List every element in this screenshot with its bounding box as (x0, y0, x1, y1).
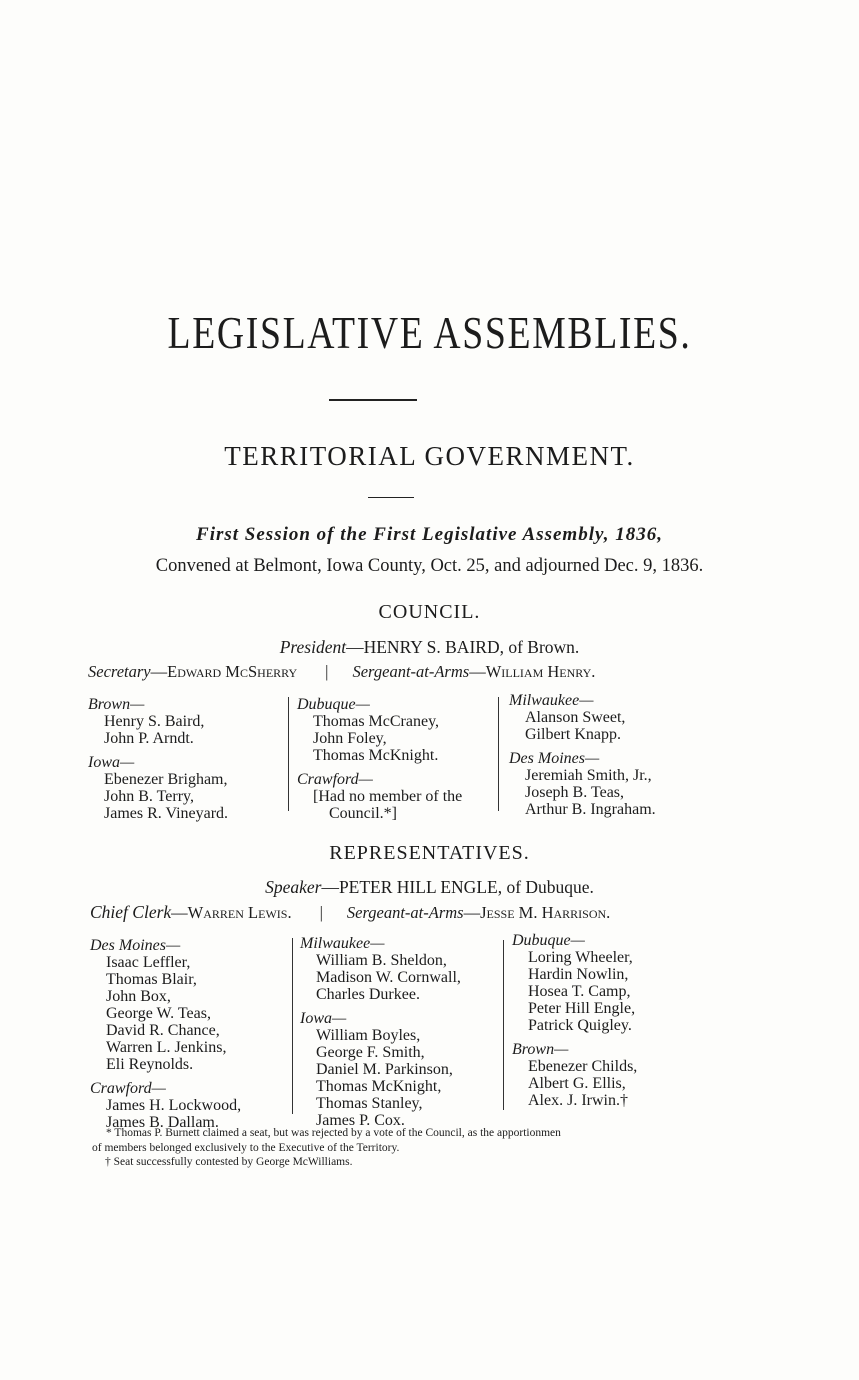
member-name: William Boyles, (316, 1027, 421, 1044)
council-column-1 (88, 696, 228, 829)
county-name: Crawford— (297, 771, 373, 788)
member-name: Alex. J. Irwin.† (528, 1092, 628, 1109)
county-name: Dubuque— (512, 932, 585, 949)
member-name: John Box, (106, 988, 171, 1005)
column-divider (292, 938, 293, 1114)
secretary-label: Secretary (88, 662, 151, 681)
member-name: Thomas McCraney, (313, 713, 440, 730)
member-name: James B. Dallam. (106, 1114, 219, 1131)
county-group (90, 1080, 241, 1131)
clerk-name: —Warren Lewis. (171, 903, 292, 922)
member-name: Daniel M. Parkinson, (316, 1061, 453, 1078)
member-name: Peter Hill Engle, (528, 1000, 636, 1017)
member-name: Thomas Stanley, (316, 1095, 423, 1112)
member-name: Hardin Nowlin, (528, 966, 629, 983)
member-name: Patrick Quigley. (528, 1017, 632, 1034)
house-speaker (0, 877, 859, 898)
member-name: Warren L. Jenkins, (106, 1039, 227, 1056)
house-sergeant-name: —Jesse M. Harrison. (463, 903, 611, 922)
session-line: First Session of the First Legislative Assembly, 1836, (196, 524, 663, 545)
president-text: —HENRY S. BAIRD, of Brown. (346, 637, 580, 657)
member-name: [Had no member of the (313, 788, 463, 805)
member-name: Thomas McKnight, (316, 1078, 442, 1095)
member-name: John Foley, (313, 730, 387, 747)
member-name: Gilbert Knapp. (525, 726, 621, 743)
member-name: Madison W. Cornwall, (316, 969, 461, 986)
county-group (300, 1010, 461, 1129)
county-group (509, 750, 656, 818)
member-name: John B. Terry, (104, 788, 194, 805)
convened-line: Convened at Belmont, Iowa County, Oct. 25, and adjourned Dec. 9, 1836. (155, 556, 704, 576)
county-group (300, 935, 461, 1003)
county-name: Dubuque— (297, 696, 370, 713)
clerk-label: Chief Clerk (90, 902, 172, 922)
county-group (90, 937, 241, 1073)
member-name: James P. Cox. (316, 1112, 405, 1129)
column-divider (498, 697, 499, 811)
member-name: James R. Vineyard. (104, 805, 229, 822)
county-name: Milwaukee— (300, 935, 385, 952)
county-group (509, 692, 656, 743)
member-name: Arthur B. Ingraham. (525, 801, 656, 818)
subtitle-rule (368, 497, 414, 498)
house-column-1 (90, 937, 241, 1138)
county-name: Iowa— (300, 1010, 347, 1027)
county-name: Des Moines— (509, 750, 600, 767)
title-rule (329, 399, 417, 401)
member-name: Albert G. Ellis, (528, 1075, 626, 1092)
section-title: TERRITORIAL GOVERNMENT. (224, 441, 635, 471)
council-president (0, 637, 859, 658)
speaker-text: —PETER HILL ENGLE, of Dubuque. (321, 877, 594, 897)
county-group (512, 1041, 637, 1109)
column-divider (288, 697, 289, 811)
county-name: Iowa— (88, 754, 135, 771)
member-name: John P. Arndt. (104, 730, 194, 747)
footnote-1: * Thomas P. Burnett claimed a seat, but was rejected by a vote of the Council, as the apportionmen (106, 1127, 561, 1139)
council-column-2 (297, 696, 462, 829)
county-group (512, 932, 637, 1034)
member-name: Jeremiah Smith, Jr., (525, 767, 652, 784)
council-heading: COUNCIL. (378, 601, 481, 623)
member-name: James H. Lockwood, (106, 1097, 242, 1114)
county-name: Crawford— (90, 1080, 166, 1097)
secretary-name: —Edward McSherry (150, 662, 298, 681)
county-name: Brown— (512, 1041, 569, 1058)
president-label: President (279, 637, 347, 657)
county-name: Brown— (88, 696, 145, 713)
footnote-1-continued: of members belonged exclusively to the Executive of the Territory. (92, 1142, 400, 1154)
county-group (297, 696, 462, 764)
county-group (88, 696, 228, 747)
member-name: George F. Smith, (316, 1044, 425, 1061)
member-name: Joseph B. Teas, (525, 784, 625, 801)
county-group (297, 771, 462, 822)
member-name: Loring Wheeler, (528, 949, 633, 966)
page-title: LEGISLATIVE ASSEMBLIES. (167, 307, 692, 358)
council-sergeant-name: —William Henry. (469, 662, 596, 681)
officer-separator: | (319, 903, 323, 922)
officer-separator: | (325, 662, 329, 681)
footnote-2: † Seat successfully contested by George McWilliams. (105, 1156, 353, 1168)
column-divider (503, 940, 504, 1110)
member-name: Alanson Sweet, (525, 709, 626, 726)
member-name: David R. Chance, (106, 1022, 220, 1039)
house-officers (90, 902, 610, 923)
member-name: Thomas McKnight. (313, 747, 439, 764)
council-column-3 (509, 692, 656, 825)
county-name: Des Moines— (90, 937, 181, 954)
county-group (88, 754, 228, 822)
member-name: Thomas Blair, (106, 971, 197, 988)
member-name: Henry S. Baird, (104, 713, 205, 730)
house-column-2 (300, 935, 461, 1136)
county-name: Milwaukee— (509, 692, 594, 709)
member-name: Eli Reynolds. (106, 1056, 194, 1073)
member-name: William B. Sheldon, (316, 952, 447, 969)
member-name: Isaac Leffler, (106, 954, 191, 971)
member-name: Ebenezer Brigham, (104, 771, 228, 788)
house-column-3 (512, 932, 637, 1116)
member-name: Hosea T. Camp, (528, 983, 631, 1000)
member-name: George W. Teas, (106, 1005, 211, 1022)
speaker-label: Speaker (265, 877, 322, 897)
member-name: Council.*] (329, 805, 397, 822)
council-officers (88, 662, 595, 682)
council-sergeant-label: Sergeant-at-Arms (352, 662, 470, 681)
representatives-heading: REPRESENTATIVES. (329, 842, 530, 864)
member-name: Charles Durkee. (316, 986, 420, 1003)
house-sergeant-label: Sergeant-at-Arms (346, 903, 464, 922)
member-name: Ebenezer Childs, (528, 1058, 638, 1075)
